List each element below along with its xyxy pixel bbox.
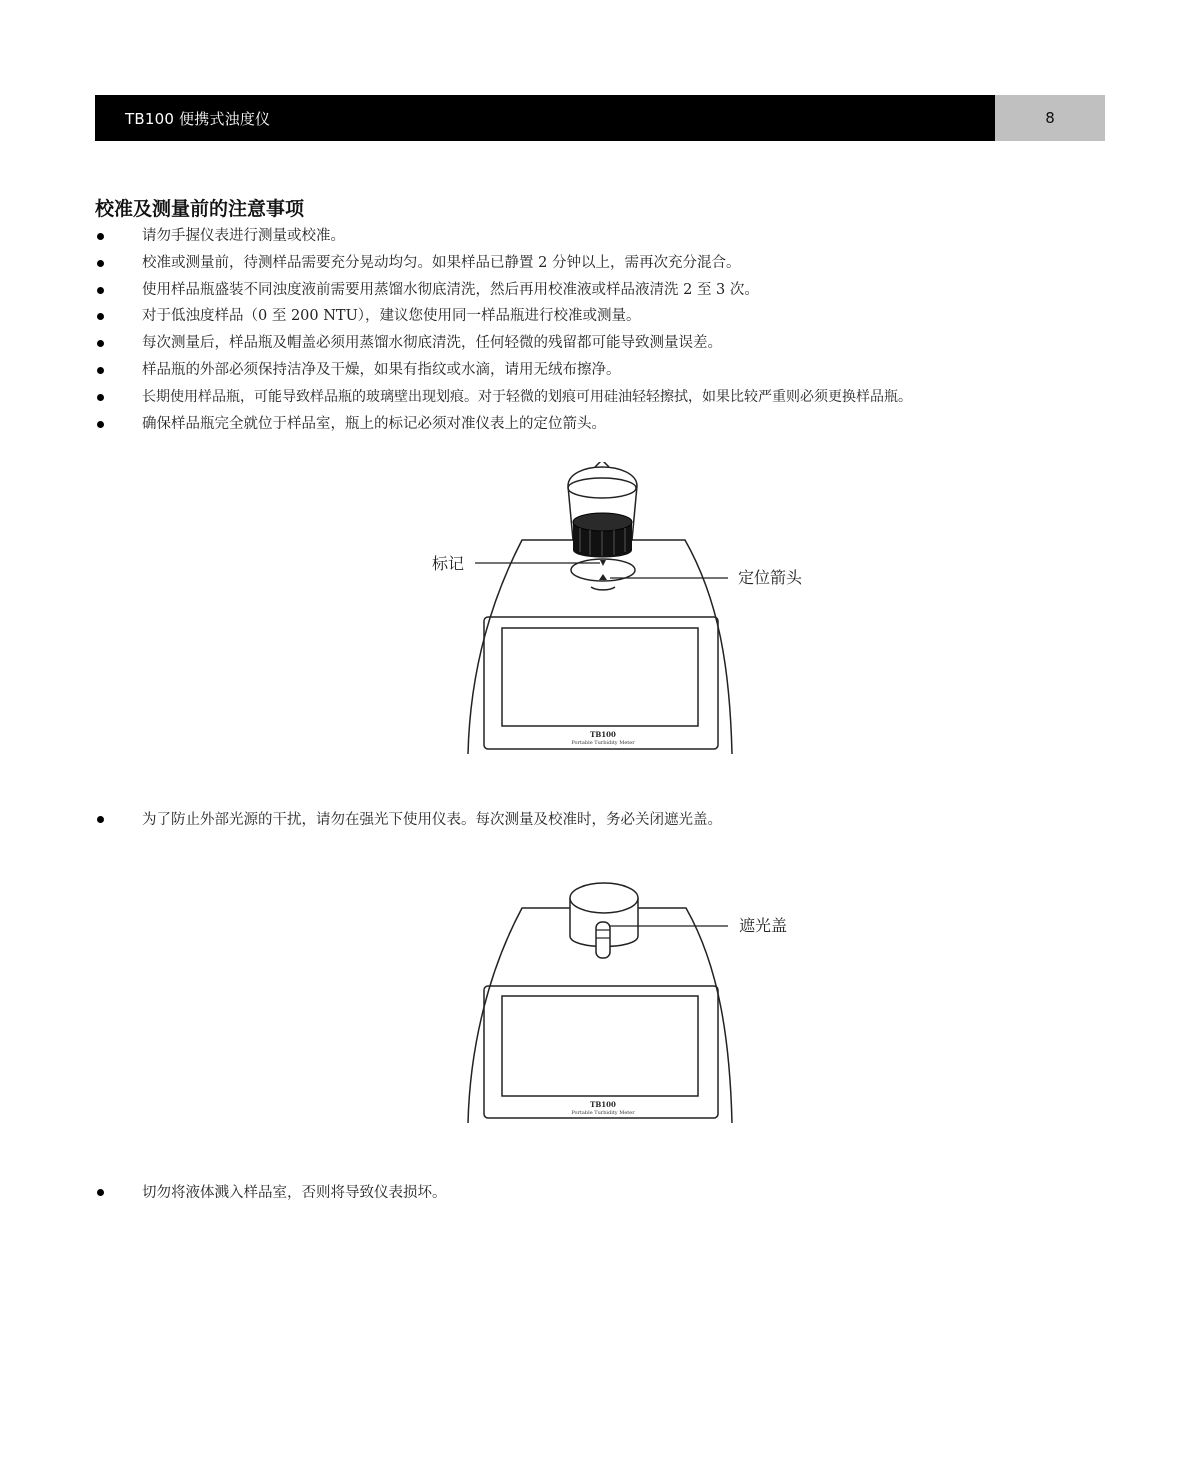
figure-light-shield-cover: [460, 878, 840, 1130]
list-item-text: 切勿将液体溅入样品室，否则将导致仪表损坏。: [142, 1185, 447, 1201]
device-subtitle: Portable Turbidity Meter: [571, 740, 635, 746]
list-item: [95, 384, 1115, 411]
list-item: [95, 807, 1142, 833]
figure-vial-alignment: [420, 462, 840, 760]
bullet-icon: [97, 260, 104, 267]
list-item-text: 校准或测量前，待测样品需要充分晃动均匀。如果样品已静置 2 分钟以上，需再次充分混合。: [142, 254, 741, 271]
device-subtitle: Portable Turbidity Meter: [571, 1110, 635, 1116]
label-locating-arrow: 定位箭头: [738, 568, 803, 587]
device-model: TB100: [590, 730, 616, 739]
list-item-text: 对于低浊度样品（0 至 200 NTU），建议您使用同一样品瓶进行校准或测量。: [142, 308, 641, 325]
list-item-text: 确保样品瓶完全就位于样品室，瓶上的标记必须对准仪表上的定位箭头。: [142, 415, 606, 432]
list-item: [95, 223, 1115, 250]
list-item: [95, 330, 1115, 357]
list-item-text: 使用样品瓶盛装不同浊度液前需要用蒸馏水彻底清洗，然后再用校准液或样品液清洗 2 至 3 次。: [142, 281, 759, 298]
label-light-shield-cover: 遮光盖: [739, 916, 788, 935]
list-item: [95, 250, 1115, 277]
bullet-icon: [97, 1189, 104, 1196]
list-item-text: 每次测量后，样品瓶及帽盖必须用蒸馏水彻底清洗，任何轻微的残留都可能导致测量误差。: [142, 335, 722, 352]
list-item-text: 为了防止外部光源的干扰，请勿在强光下使用仪表。每次测量及校准时，务必关闭遮光盖。: [142, 812, 722, 828]
bullet-icon: [97, 367, 104, 374]
list-item-text: 请勿手握仪表进行测量或校准。: [142, 228, 345, 244]
page-number: 8: [995, 95, 1105, 141]
list-item: [95, 357, 1115, 384]
header-bar: [95, 95, 995, 141]
list-item: [95, 411, 1115, 438]
list-item: [95, 1180, 1142, 1206]
bullet-icon: [97, 340, 104, 347]
document-title: TB100 便携式浊度仪: [125, 109, 271, 128]
list-item: [95, 277, 1115, 304]
list-item: [95, 303, 1115, 330]
list-item-text: 长期使用样品瓶，可能导致样品瓶的玻璃壁出现划痕。对于轻微的划痕可用硅油轻轻擦拭，如果比较严重则必须更换样品瓶。: [142, 388, 912, 405]
bullet-icon: [97, 394, 104, 401]
section-heading: 校准及测量前的注意事项: [95, 198, 305, 220]
bullet-icon: [97, 421, 104, 428]
device-model: TB100: [590, 1100, 616, 1109]
bullet-icon: [97, 233, 104, 240]
label-mark: 标记: [432, 554, 465, 573]
bullet-icon: [97, 816, 104, 823]
precautions-list: [95, 223, 1115, 437]
list-item-text: 样品瓶的外部必须保持洁净及干燥，如果有指纹或水滴，请用无绒布擦净。: [142, 361, 621, 378]
bullet-icon: [97, 313, 104, 320]
bullet-icon: [97, 287, 104, 294]
